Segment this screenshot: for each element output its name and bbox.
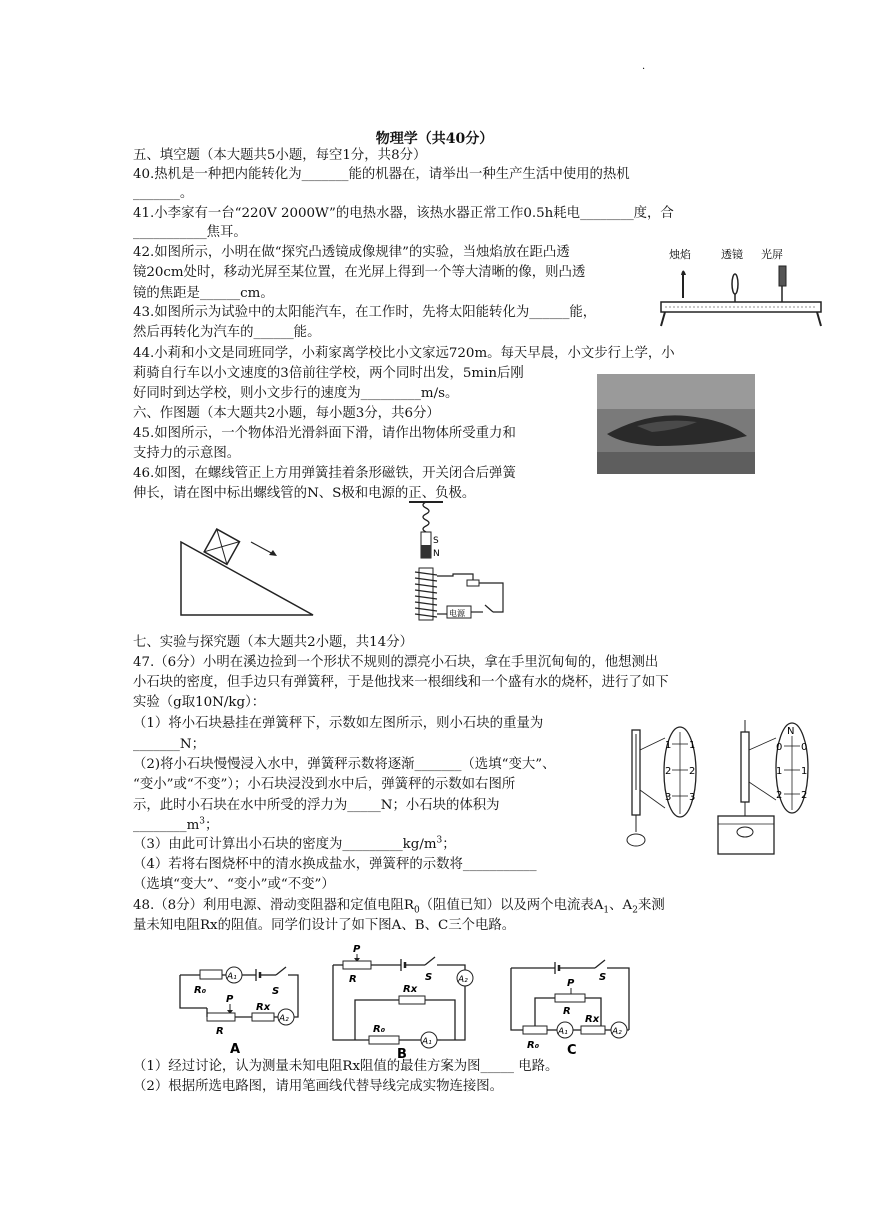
circuit-a-r0: R₀ — [194, 985, 207, 996]
q47-4-line1: （4）若将右图烧杯中的清水换成盐水，弹簧秤的示数将___________ — [133, 857, 537, 872]
q47-2-line3: 示，此时小石块在水中所受的浮力为_____N；小石块的体积为 — [133, 798, 500, 813]
q40-line2: _______。 — [133, 186, 194, 201]
q47-line3: 实验（g取10N/kg）： — [133, 695, 266, 710]
left-scale-tick-1b: 1 — [689, 740, 696, 751]
q48-line1: 48.（8分）利用电源、滑动变阻器和定值电阻$R_0$（阻值已知）以及两个电流表$A_1$、$A_2$来测 — [133, 898, 665, 916]
circuit-c-s: S — [599, 972, 607, 983]
q46-line1: 46.如图，在螺线管正上方用弹簧挂着条形磁铁，开关闭合后弹簧 — [133, 466, 516, 481]
circuit-b-a1: A₁ — [422, 1037, 432, 1047]
right-scale-tick-2b: 2 — [801, 790, 808, 801]
circuit-b-a2: A₂ — [458, 975, 468, 985]
q47-4-line2: （选填“变大”、“变小”或“不变”） — [133, 877, 335, 892]
lens-label: 透镜 — [721, 248, 743, 261]
q48-line2: 量未知电阻Rx的阻值。同学们设计了如下图A、B、C三个电路。 — [133, 918, 516, 933]
q48-2-line: （2）根据所选电路图，请用笔画线代替导线完成实物连接图。 — [133, 1079, 504, 1094]
q47-2-line1: （2)将小石块慢慢浸入水中，弹簧秤示数将逐渐_______（选填“变大”、 — [133, 757, 556, 772]
q43-line2: 然后再转化为汽车的______能。 — [133, 325, 321, 340]
magnet-s-label: S — [433, 536, 439, 546]
circuit-b-p: P — [353, 944, 361, 955]
circuit-b-figure — [325, 940, 485, 1060]
right-scale-tick-0: 0 — [776, 742, 783, 753]
left-scale-tick-2: 2 — [665, 766, 672, 777]
q41-line1: 41.小李家有一台“220V 2000W”的电热水器，该热水器正常工作0.5h耗电________度，合 — [133, 206, 674, 221]
q40-line1: 40.热机是一种把内能转化为_______能的机器在，请举出一种生产生活中使用的热机 — [133, 167, 630, 182]
circuit-c-label: C — [567, 1043, 577, 1058]
q47-2-line2: “变小”或“不变”）；小石块浸没到水中后，弹簧秤的示数如右图所 — [133, 777, 516, 792]
q45-line1: 45.如图所示，一个物体沿光滑斜面下滑，请作出物体所受重力和 — [133, 426, 516, 441]
circuit-c-r: R — [563, 1006, 571, 1017]
left-scale-tick-3: 3 — [665, 792, 672, 803]
q47-2-line4: $\_\_\_\_\_\_\_\_m^3$； — [133, 816, 219, 833]
candle-label: 烛焰 — [669, 248, 691, 261]
q44-line1: 44.小莉和小文是同班同学，小莉家离学校比小文家远720m。每天早晨，小文步行上学，小 — [133, 346, 675, 361]
q41-line2: ___________焦耳。 — [133, 225, 247, 240]
section-6-heading: 六、作图题（本大题共2小题，每小题3分，共6分） — [133, 406, 440, 421]
screen-label: 光屏 — [761, 248, 783, 261]
q47-line1: 47.（6分）小明在溪边捡到一个形状不规则的漂亮小石块，拿在手里沉甸甸的，他想测出 — [133, 655, 659, 670]
right-scale-tick-0b: 0 — [801, 742, 808, 753]
left-scale-tick-3b: 3 — [689, 792, 696, 803]
magnet-n-label: N — [433, 549, 440, 559]
circuit-c-rx: Rx — [585, 1014, 600, 1025]
circuit-a-a1: A₁ — [227, 972, 237, 982]
right-scale-tick-1: 1 — [776, 766, 783, 777]
q42-line3: 镜的焦距是______cm。 — [133, 286, 274, 301]
right-scale-tick-2: 2 — [776, 790, 783, 801]
right-scale-tick-1b: 1 — [801, 766, 808, 777]
q47-1-line2: _______N； — [133, 737, 205, 752]
circuit-c-a1: A₁ — [558, 1027, 568, 1037]
q43-line1: 43.如图所示为试验中的太阳能汽车，在工作时，先将太阳能转化为______能， — [133, 305, 597, 320]
solar-car-photo — [597, 374, 755, 474]
optical-bench-figure — [655, 240, 827, 330]
solenoid-figure — [405, 498, 515, 628]
q45-line2: 支持力的示意图。 — [133, 446, 241, 461]
circuit-c-r0: R₀ — [527, 1040, 540, 1051]
inclined-plane-figure — [175, 520, 320, 620]
left-scale-tick-2b: 2 — [689, 766, 696, 777]
sliding-block — [204, 529, 239, 564]
circuit-a-a2: A₂ — [279, 1014, 289, 1024]
page-title: 物理学（共40分） — [375, 131, 494, 147]
circuit-b-r: R — [349, 974, 357, 985]
right-scale-unit: N — [787, 726, 795, 737]
circuit-c-figure — [505, 950, 640, 1058]
left-scale-tick-1: 1 — [665, 740, 672, 751]
circuit-a-p: P — [226, 994, 234, 1005]
q44-line2: 莉骑自行车以小文速度的3倍前往学校，两个同时出发，5min后刚 — [133, 366, 524, 381]
q42-line1: 42.如图所示，小明在做“探究凸透镜成像规律”的实验，当烛焰放在距凸透 — [133, 245, 570, 260]
circuit-a-rx: Rx — [256, 1002, 271, 1013]
circuit-a-r: R — [216, 1026, 224, 1037]
q46-line2: 伸长，请在图中标出螺线管的N、S极和电源的正、负极。 — [133, 486, 476, 501]
q48-1-line: （1）经过讨论，认为测量未知电阻Rx阻值的最佳方案为图_____ 电路。 — [133, 1059, 559, 1074]
circuit-c-a2: A₂ — [612, 1027, 622, 1037]
circuit-a-figure — [172, 950, 307, 1058]
circuit-b-r0: R₀ — [373, 1024, 386, 1035]
q47-line2: 小石块的密度，但手边只有弹簧秤，于是他找来一根细线和一个盛有水的烧杯，进行了如下 — [133, 675, 669, 690]
circuit-b-s: S — [425, 972, 433, 983]
q42-line2: 镜20cm处时，移动光屏至某位置，在光屏上得到一个等大清晰的像，则凸透 — [133, 265, 586, 280]
power-source-label: 电源 — [449, 609, 465, 618]
q44-line3: 好同时到达学校，则小文步行的速度为_________m/s。 — [133, 386, 459, 401]
circuit-b-label: B — [397, 1047, 407, 1060]
section-5-heading: 五、填空题（本大题共5小题，每空1分，共8分） — [133, 148, 427, 163]
section-7-heading: 七、实验与探究题（本大题共2小题，共14分） — [133, 635, 413, 650]
q47-1-line1: （1）将小石块悬挂在弹簧秤下，示数如左图所示，则小石块的重量为 — [133, 716, 544, 731]
circuit-a-label: A — [230, 1042, 241, 1057]
circuit-b-rx: Rx — [403, 984, 418, 995]
corner-dot: · — [642, 64, 646, 75]
circuit-a-s: S — [272, 986, 280, 997]
circuit-c-p: P — [567, 978, 575, 989]
spring-scale-figure — [620, 720, 820, 855]
q47-3-line: （3）由此可计算出小石块的密度为$\_\_\_\_\_\_\_\_\_kg/m^3$； — [133, 835, 456, 852]
